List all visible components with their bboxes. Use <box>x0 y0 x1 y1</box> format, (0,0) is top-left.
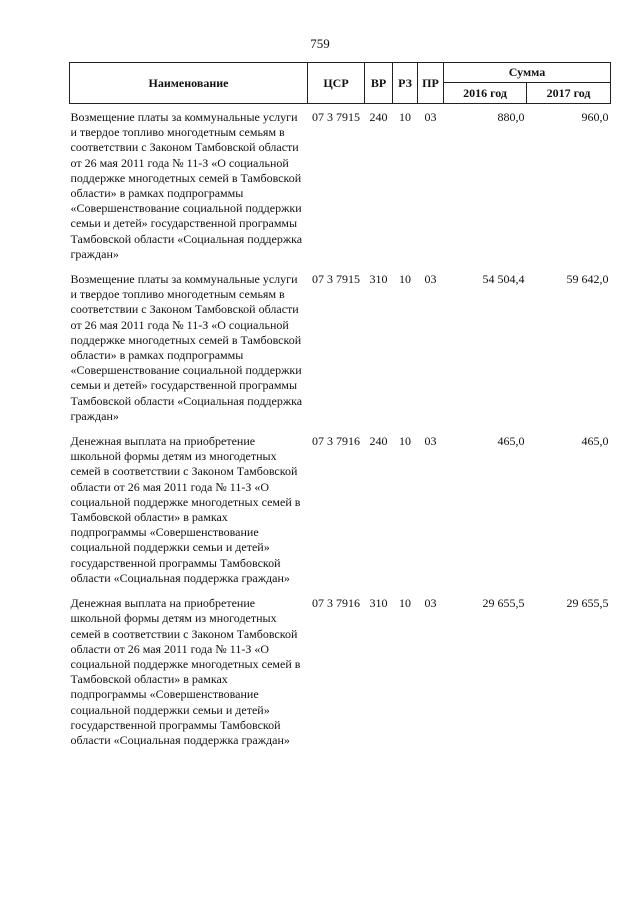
header-year-2016: 2016 год <box>444 83 527 104</box>
header-pr: ПР <box>418 63 444 104</box>
row-pr: 03 <box>424 110 437 124</box>
table-row <box>70 428 611 590</box>
row-pr: 03 <box>424 272 437 287</box>
header-year-2017: 2017 год <box>527 83 611 104</box>
table-body <box>70 104 611 753</box>
row-rz: 10 <box>399 596 411 611</box>
row-rz: 10 <box>399 272 411 287</box>
page-number: 759 <box>310 36 330 51</box>
row-rz: 10 <box>399 110 411 124</box>
row-name: Денежная выплата на приобретение школьной формы детям из многодетных семей в соответствии с Законом Тамбовской области от 26 мая 2011 года № 11-З «О социальной поддержке многодетных семей в Тамбовской области» в рамках подпрограммы «Совершенствование социальной поддержки семьи и детей» государственной программы Тамбовской области «Социальная поддержка граждан» <box>70 596 301 747</box>
header-name: Наименование <box>70 63 308 104</box>
row-sum-2017: 29 655,5 <box>566 596 609 611</box>
row-sum-2016: 54 504,4 <box>482 272 525 287</box>
row-rz: 10 <box>399 434 411 449</box>
row-sum-2016: 29 655,5 <box>482 596 525 611</box>
row-sum-2017: 960,0 <box>581 110 609 124</box>
row-csr: 07 3 7915 <box>312 272 360 287</box>
row-sum-2017: 465,0 <box>581 434 609 449</box>
row-name: Денежная выплата на приобретение школьной формы детям из многодетных семей в соответствии с Законом Тамбовской области от 26 мая 2011 года № 11-З «О социальной поддержке многодетных семей в Тамбовской области» в рамках подпрограммы «Совершенствование социальной поддержки семьи и детей» государственной программы Тамбовской области «Социальная поддержка граждан» <box>70 434 301 585</box>
header-vr: ВР <box>365 63 393 104</box>
row-name: Возмещение платы за коммунальные услуги и твердое топливо многодетным семьям в соответствии с Законом Тамбовской области от 26 мая 2011 года № 11-З «О социальной поддержке многодетных семей в Тамбовской области» в рамках подпрограммы «Совершенствование социальной поддержки семьи и детей» государственной программы Тамбовской области «Социальная поддержка граждан» <box>70 110 303 261</box>
row-sum-2016: 880,0 <box>497 110 525 124</box>
table-header <box>70 63 611 104</box>
row-vr: 240 <box>369 434 388 449</box>
row-csr: 07 3 7916 <box>312 434 360 449</box>
row-pr: 03 <box>424 596 437 611</box>
row-pr: 03 <box>424 434 437 449</box>
budget-table <box>69 62 611 752</box>
row-name: Возмещение платы за коммунальные услуги и твердое топливо многодетным семьям в соответствии с Законом Тамбовской области от 26 мая 2011 года № 11-З «О социальной поддержке многодетных семей в Тамбовской области» в рамках подпрограммы «Совершенствование социальной поддержки семьи и детей» государственной программы Тамбовской области «Социальная поддержка граждан» <box>70 272 303 423</box>
row-vr: 240 <box>369 110 388 124</box>
table-row <box>70 104 611 267</box>
row-vr: 310 <box>369 596 388 611</box>
header-csr: ЦСР <box>308 63 365 104</box>
table-row <box>70 590 611 752</box>
header-rz: РЗ <box>393 63 418 104</box>
header-sum: Сумма <box>444 63 611 83</box>
row-csr: 07 3 7916 <box>312 596 360 611</box>
table-row <box>70 266 611 428</box>
row-sum-2016: 465,0 <box>497 434 525 449</box>
row-vr: 310 <box>369 272 388 287</box>
row-csr: 07 3 7915 <box>312 110 360 124</box>
row-sum-2017: 59 642,0 <box>566 272 609 287</box>
